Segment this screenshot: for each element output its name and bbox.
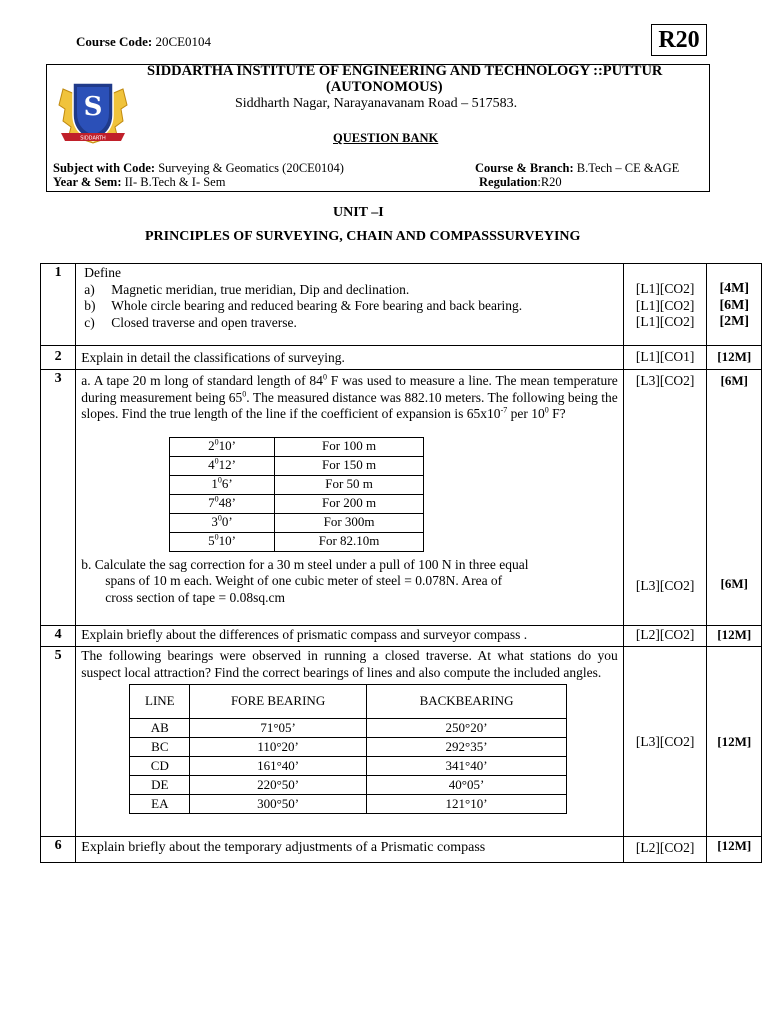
sub-question-label: a) [84,281,95,297]
slope-angle [170,494,275,513]
regulation-box: R20 [651,24,707,56]
svg-text:S: S [83,92,103,122]
level-tag: [L3][CO2] [635,373,695,388]
sub-question-text: Magnetic meridian, true meridian, Dip and declination. [111,281,410,297]
slope-angle [170,475,275,494]
bearing-table-body [130,719,567,814]
question-part-a [81,373,618,423]
back-bearing-cell: 292°35’ [366,738,566,757]
slope-minutes: 0’ [221,514,233,530]
marks-tag: [2M] [719,314,750,329]
part-b-text: spans of 10 m each. Weight of one cubic meter of steel = 0.078N. Area of [105,573,503,588]
degree-superscript: 0 [214,532,219,542]
slope-degrees: 5 [208,533,215,549]
subject-line [53,161,344,176]
level-tag: [L3][CO2] [635,578,695,593]
question-row-4 [41,626,762,647]
slope-minutes: 12’ [218,457,236,473]
slope-row [170,437,424,456]
slope-minutes: 10’ [218,533,236,549]
bearing-row [130,776,567,795]
superscript: -7 [500,405,508,415]
course-code-value: 20CE0104 [155,34,212,49]
question-text [76,264,624,346]
institute-address: Siddharth Nagar, Narayanavanam Road – 517583. [235,96,518,111]
slope-angle [170,456,275,475]
line-cell: DE [130,776,190,795]
slope-degrees: 3 [211,514,218,530]
line-cell: BC [130,738,190,757]
fore-bearing-cell: 110°20’ [190,738,366,757]
slope-angle [170,437,275,456]
question-number: 6 [41,837,76,863]
fore-bearing-cell: 71°05’ [190,719,366,738]
slope-degrees: 4 [208,457,215,473]
marks-cell [707,370,762,626]
degree-superscript: 0 [217,513,222,523]
slope-row [170,475,424,494]
bearing-table [129,684,567,814]
course-branch-value: B.Tech – CE &AGE [576,161,680,175]
slope-row [170,532,424,551]
sub-question [84,282,618,299]
marks-tag: [4M] [719,281,750,296]
degree-superscript: 0 [214,494,219,504]
slope-angle [170,532,275,551]
slope-distance: For 82.10m [274,532,423,551]
slope-minutes: 48’ [218,495,236,511]
degree-superscript: 0 [214,437,219,447]
marks-tag: [12M] [707,647,762,837]
part-a-text: . The measured distance was 882.10 meters. The following being the slopes. Find the true length of the line if the coefficient of expansion is 65x10 [81,389,618,421]
logo-banner-text: SIDDARTH [80,135,106,142]
question-row-5 [41,647,762,837]
slope-degrees: 2 [208,438,215,454]
course-code [76,34,211,50]
unit-subtitle: PRINCIPLES OF SURVEYING, CHAIN AND COMPASSSURVEYING [145,229,581,244]
degree-superscript: 0 [214,456,219,466]
slope-table [169,437,424,552]
regulation-label: Regulation [479,175,538,189]
marks-tag: [12M] [707,837,762,863]
course-branch-label: Course & Branch: [475,161,574,175]
question-number: 3 [41,370,76,626]
superscript: 0 [242,389,247,398]
fore-bearing-cell: 161°40’ [190,757,366,776]
slope-table-body [170,437,424,551]
year-sem-line [53,175,225,190]
sub-question-text: Whole circle bearing and reduced bearing & Fore bearing and back bearing. [111,298,523,313]
question-text: Explain briefly about the differences of prismatic compass and surveyor compass . [76,626,624,647]
slope-distance: For 200 m [274,494,423,513]
sub-question [84,298,618,315]
regulation-line [479,175,562,190]
slope-row [170,494,424,513]
line-cell: CD [130,757,190,776]
question-text [76,370,624,626]
institute-logo [55,75,131,147]
marks-cell [707,264,762,346]
year-sem-label: Year & Sem: [53,175,122,189]
unit-title: UNIT –I [333,205,384,220]
question-text: Explain in detail the classifications of surveying. [76,346,624,370]
marks-tag: [6M] [720,576,748,591]
question-number: 1 [41,264,76,346]
part-a-text: F was used to measure a line. The mean temperature during measurement being 65 [81,373,618,405]
level-cell [623,370,707,626]
superscript: 0 [322,372,327,382]
level-tag: [L2][CO2] [623,626,707,647]
bearing-row [130,719,567,738]
question-number: 4 [41,626,76,647]
marks-tag: [6M] [720,373,748,388]
year-sem-value: II- B.Tech & I- Sem [124,175,226,189]
column-header: LINE [130,685,190,719]
slope-distance: For 300m [274,513,423,532]
slope-angle [170,513,275,532]
slope-minutes: 6’ [221,476,233,492]
column-header: BACKBEARING [366,685,566,719]
line-cell: AB [130,719,190,738]
fore-bearing-cell: 220°50’ [190,776,366,795]
question-number: 5 [41,647,76,837]
question-row-3 [41,370,762,626]
marks-tag: [6M] [719,297,750,313]
question-row-1 [41,264,762,346]
question-number: 2 [41,346,76,370]
level-tag: [L1][CO2] [635,314,695,329]
subject-value: Surveying & Geomatics (20CE0104) [158,161,344,175]
question-row-2 [41,346,762,370]
slope-degrees: 1 [211,476,218,492]
question-text [76,647,624,837]
fore-bearing-cell: 300°50’ [190,795,366,814]
level-cell [623,264,707,346]
question-table [40,263,762,863]
back-bearing-cell: 341°40’ [366,757,566,776]
marks-tag: [12M] [707,346,762,370]
back-bearing-cell: 40°05’ [366,776,566,795]
sub-question-label: c) [84,314,95,330]
bearing-row [130,738,567,757]
marks-tag: [12M] [707,626,762,647]
part-b-text: b. Calculate the sag correction for a 30 m steel under a pull of 100 N in three equal [81,556,529,572]
bearing-header-row [130,685,567,719]
bearing-row [130,795,567,814]
question-row-6 [41,837,762,863]
slope-row [170,513,424,532]
question-body: The following bearings were observed in running a closed traverse. At what stations do you suspect local attraction? Find the correct bearings of lines and also compute the included angles. [81,648,618,680]
doc-type: QUESTION BANK [333,131,439,145]
part-a-text: per 10 [507,406,545,421]
question-part-b [81,557,618,607]
slope-minutes: 10’ [218,438,236,454]
column-header: FORE BEARING [190,685,366,719]
superscript: 0 [544,405,549,415]
slope-distance: For 100 m [274,437,423,456]
sub-question [84,315,618,332]
course-branch-line [475,161,679,176]
autonomous-label: (AUTONOMOUS) [326,79,443,95]
level-tag: [L1][CO1] [623,346,707,370]
slope-row [170,456,424,475]
line-cell: EA [130,795,190,814]
back-bearing-cell: 250°20’ [366,719,566,738]
part-a-text: a. A tape 20 m long of standard length of 84 [81,373,323,388]
part-b-text: cross section of tape = 0.08sq.cm [105,589,285,605]
bearing-row [130,757,567,776]
level-tag: [L3][CO2] [623,647,707,837]
regulation-value: :R20 [537,175,562,189]
back-bearing-cell: 121°10’ [366,795,566,814]
part-a-text: F? [548,406,566,421]
slope-degrees: 7 [208,495,215,511]
question-intro: Define [84,265,121,280]
degree-superscript: 0 [217,475,222,485]
level-tag: [L2][CO2] [623,837,707,863]
level-tag: [L1][CO2] [635,281,695,296]
sub-question-text: Closed traverse and open traverse. [111,314,297,330]
question-text: Explain briefly about the temporary adjustments of a Prismatic compass [76,837,624,863]
slope-distance: For 150 m [274,456,423,475]
slope-distance: For 50 m [274,475,423,494]
institute-name: SIDDARTHA INSTITUTE OF ENGINEERING AND TECHNOLOGY ::PUTTUR [147,63,663,79]
course-code-label: Course Code: [76,34,153,49]
subject-label: Subject with Code: [53,161,156,175]
sub-question-label: b) [84,298,96,313]
level-tag: [L1][CO2] [635,297,695,313]
